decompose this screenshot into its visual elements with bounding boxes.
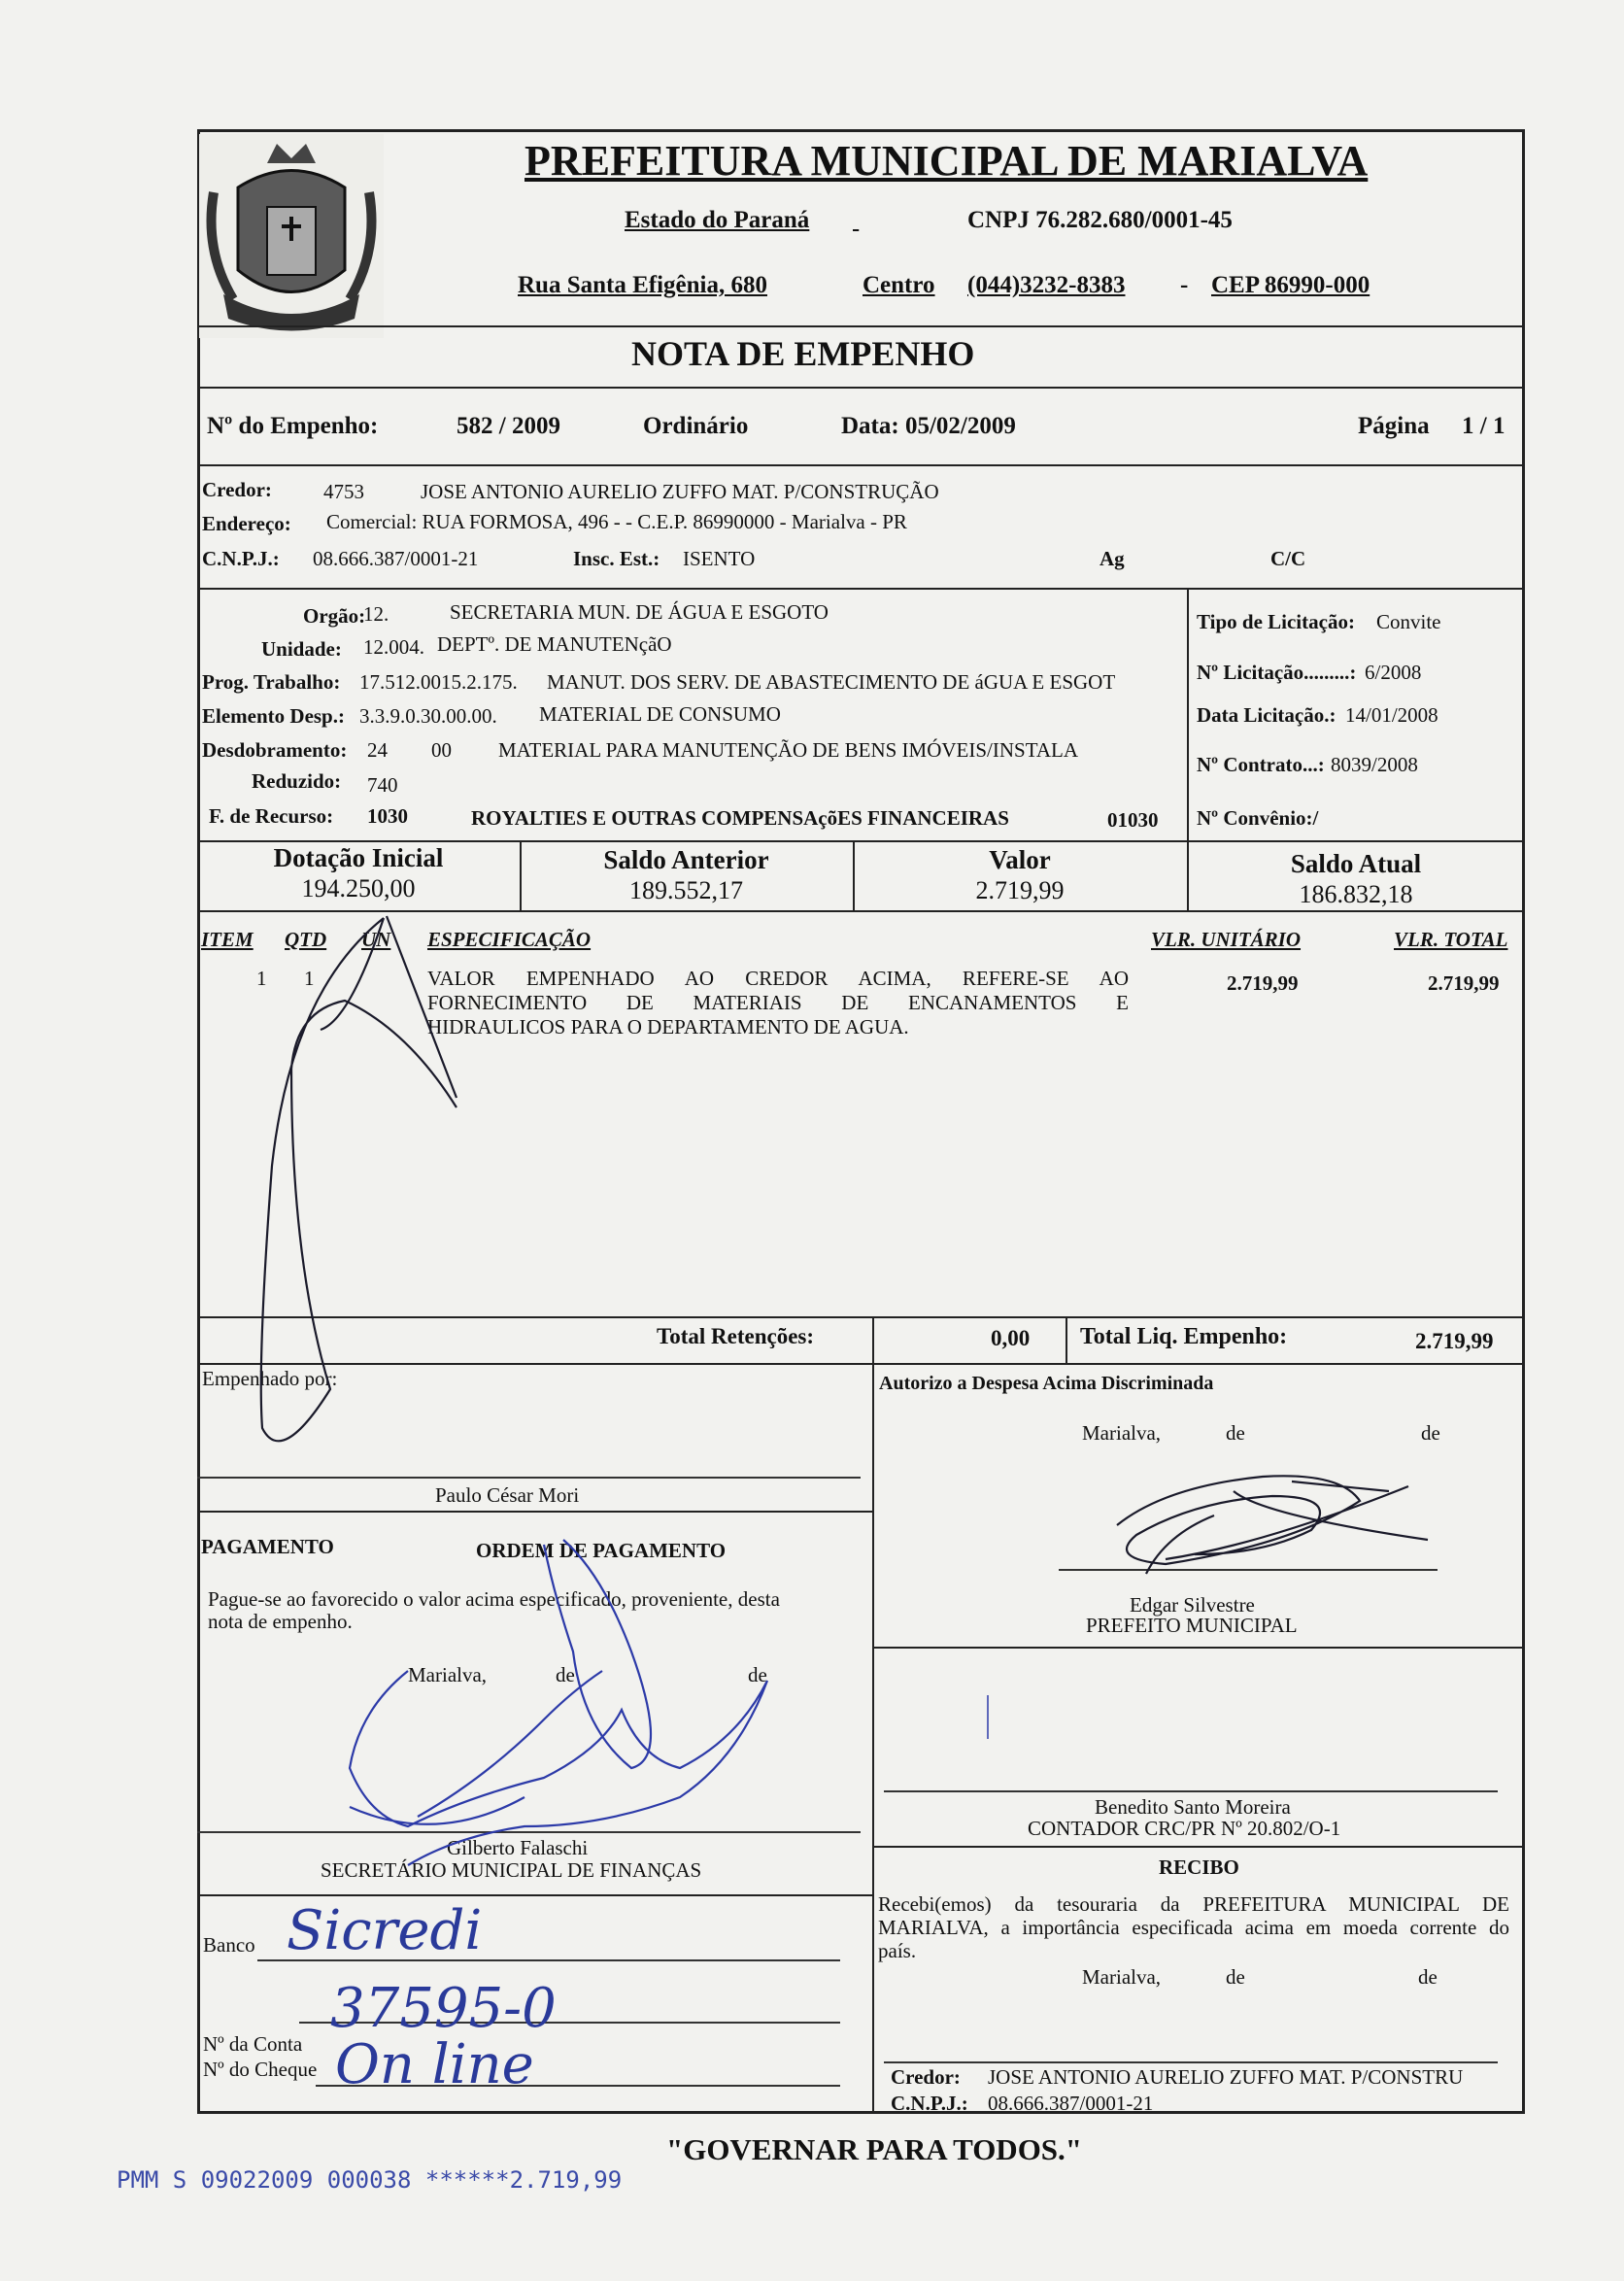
ordem-label: ORDEM DE PAGAMENTO — [476, 1539, 727, 1562]
convenio-label: Nº Convênio:/ — [1197, 806, 1319, 830]
divider — [197, 1363, 1525, 1365]
header-district: Centro — [863, 272, 935, 298]
recibo-text-line: MARIALVA, a importância especificada acima em moeda corrente do — [878, 1916, 1509, 1939]
unidade-name: DEPTº. DE MANUTENçãO — [437, 632, 672, 656]
banco-value: Sicredi — [287, 1899, 483, 1962]
empenho-label: Nº do Empenho: — [207, 413, 379, 439]
address-label: Endereço: — [202, 512, 291, 535]
credor-label: Credor: — [202, 478, 272, 501]
coat-of-arms-icon — [199, 134, 384, 338]
divider — [872, 1363, 874, 2114]
slogan: "GOVERNAR PARA TODOS." — [666, 2132, 1083, 2166]
recibo-de1: de — [1226, 1965, 1245, 1989]
signature-line — [197, 1831, 861, 1833]
retencoes-value: 0,00 — [991, 1326, 1031, 1350]
payment-stamp: PMM S 09022009 000038 ******2.719,99 — [117, 2166, 623, 2194]
desd-code2: 00 — [431, 738, 452, 762]
cc-label: C/C — [1270, 547, 1306, 570]
divider — [197, 1316, 1525, 1318]
pagamento-label: PAGAMENTO — [201, 1535, 334, 1558]
anterior-value: 189.552,17 — [629, 876, 743, 904]
elem-name: MATERIAL DE CONSUMO — [539, 702, 781, 726]
pagamento-text-line: Pague-se ao favorecido o valor acima especificado, proveniente, desta — [208, 1587, 780, 1611]
doc-title: NOTA DE EMPENHO — [631, 334, 975, 373]
elem-label: Elemento Desp.: — [202, 704, 345, 728]
header-address: Rua Santa Efigênia, 680 — [518, 272, 767, 298]
header-cnpj: CNPJ 76.282.680/0001-45 — [967, 207, 1233, 233]
empenho-date: Data: 05/02/2009 — [841, 413, 1016, 439]
divider — [872, 1316, 874, 1363]
divider — [197, 1894, 872, 1896]
divider — [197, 840, 1525, 842]
unidade-label: Unidade: — [261, 637, 342, 661]
contador-role: CONTADOR CRC/PR Nº 20.802/O-1 — [1028, 1817, 1341, 1840]
conta-value: 37595-0 — [330, 1977, 557, 2040]
divider — [872, 1647, 1525, 1649]
col-total: VLR. TOTAL — [1394, 928, 1508, 951]
prefeito-name: Edgar Silvestre — [1130, 1593, 1255, 1617]
cheque-label: Nº do Cheque — [203, 2058, 318, 2081]
elem-code: 3.3.9.0.30.00.00. — [359, 704, 497, 728]
licitacao-num-label: Nº Licitação.........: — [1197, 661, 1357, 684]
desd-code1: 24 — [367, 738, 388, 762]
orgao-code: 12. — [363, 602, 389, 626]
desd-name: MATERIAL PARA MANUTENÇÃO DE BENS IMÓVEIS/INSTALA — [498, 738, 1079, 762]
signature-line — [884, 2061, 1498, 2063]
empenho-type: Ordinário — [643, 413, 749, 439]
divider — [197, 325, 1525, 327]
recurso-name: ROYALTIES E OUTRAS COMPENSAçõES FINANCEIRAS — [471, 806, 1009, 830]
licitacao-tipo: Convite — [1376, 610, 1441, 633]
item-number: 1 — [256, 967, 267, 990]
empenhado-label: Empenhado por: — [202, 1367, 338, 1390]
prog-name: MANUT. DOS SERV. DE ABASTECIMENTO DE áGUA E ESGOT — [547, 670, 1116, 694]
col-item: ITEM — [201, 928, 254, 951]
col-unit: VLR. UNITÁRIO — [1151, 928, 1302, 951]
contrato-label: Nº Contrato...: — [1197, 753, 1325, 776]
licitacao-tipo-label: Tipo de Licitação: — [1197, 610, 1355, 633]
credor-address: Comercial: RUA FORMOSA, 496 - - C.E.P. 86990000 - Marialva - PR — [326, 510, 907, 533]
autorizo-city: Marialva, — [1082, 1421, 1162, 1445]
recurso-code: 1030 — [367, 804, 408, 828]
recibo-title: RECIBO — [1159, 1855, 1239, 1879]
divider — [1187, 588, 1189, 840]
insc-label: Insc. Est.: — [573, 547, 660, 570]
prog-label: Prog. Trabalho: — [202, 670, 341, 694]
pagamento-de1: de — [556, 1663, 575, 1686]
divider — [197, 910, 1525, 912]
desd-label: Desdobramento: — [202, 738, 348, 762]
page-number: 1 / 1 — [1462, 413, 1506, 439]
recibo-text-line: Recebi(emos) da tesouraria da PREFEITURA MUNICIPAL DE — [878, 1892, 1509, 1916]
liquido-label: Total Liq. Empenho: — [1080, 1324, 1288, 1349]
item-spec-line: FORNECIMENTO DE MATERIAIS DE ENCANAMENTOS E — [427, 991, 1129, 1014]
pagamento-de2: de — [748, 1663, 767, 1686]
credor-insc: ISENTO — [683, 547, 756, 570]
divider — [197, 387, 1525, 389]
licitacao-data-label: Data Licitação.: — [1197, 703, 1336, 727]
autorizo-label: Autorizo a Despesa Acima Discriminada — [879, 1373, 1214, 1394]
header-phone: (044)3232-8383 — [967, 272, 1126, 298]
cnpj-label: C.N.P.J.: — [202, 547, 280, 570]
item-spec-line: VALOR EMPENHADO AO CREDOR ACIMA, REFERE-SE AO — [427, 967, 1129, 990]
pagamento-text-line: nota de empenho. — [208, 1610, 353, 1633]
reduzido-code: 740 — [367, 773, 398, 797]
credor-cnpj: 08.666.387/0001-21 — [313, 547, 479, 570]
licitacao-data: 14/01/2008 — [1345, 703, 1438, 727]
valor-label: Valor — [989, 845, 1051, 874]
valor-value: 2.719,99 — [975, 876, 1065, 904]
empenhado-name: Paulo César Mori — [435, 1483, 580, 1507]
contador-name: Benedito Santo Moreira — [1095, 1795, 1291, 1819]
item-spec-line: HIDRAULICOS PARA O DEPARTAMENTO DE AGUA. — [427, 1015, 909, 1038]
orgao-label: Orgão: — [303, 604, 366, 628]
ag-label: Ag — [1100, 547, 1125, 570]
secretario-name: Gilberto Falaschi — [447, 1836, 589, 1859]
header-state: Estado do Paraná — [625, 207, 810, 233]
reduzido-label: Reduzido: — [252, 769, 342, 793]
conta-label: Nº da Conta — [203, 2032, 303, 2056]
recurso-label: F. de Recurso: — [209, 804, 334, 828]
atual-value: 186.832,18 — [1299, 880, 1413, 908]
divider — [872, 1846, 1525, 1848]
recibo-city: Marialva, — [1082, 1965, 1162, 1989]
recibo-credor-label: Credor: — [891, 2065, 961, 2089]
orgao-name: SECRETARIA MUN. DE ÁGUA E ESGOTO — [450, 600, 829, 624]
prog-code: 17.512.0015.2.175. — [359, 670, 518, 694]
contrato: 8039/2008 — [1331, 753, 1418, 776]
prefeito-role: PREFEITO MUNICIPAL — [1086, 1614, 1298, 1637]
credor-name: JOSE ANTONIO AURELIO ZUFFO MAT. P/CONSTRUÇÃO — [421, 480, 939, 503]
recibo-de2: de — [1418, 1965, 1438, 1989]
divider — [197, 464, 1525, 466]
autorizo-de2: de — [1421, 1421, 1440, 1445]
recibo-text-line: país. — [878, 1939, 917, 1962]
divider — [197, 1511, 872, 1513]
signature-line — [197, 1477, 861, 1479]
item-total-value: 2.719,99 — [1428, 971, 1500, 995]
anterior-label: Saldo Anterior — [603, 845, 769, 874]
recurso-code2: 01030 — [1107, 808, 1159, 832]
header-cep: CEP 86990-000 — [1211, 272, 1370, 298]
header-title: PREFEITURA MUNICIPAL DE MARIALVA — [524, 137, 1369, 185]
credor-code: 4753 — [323, 480, 364, 503]
dotacao-label: Dotação Inicial — [273, 843, 444, 872]
col-spec: ESPECIFICAÇÃO — [427, 928, 592, 951]
unidade-code: 12.004. — [363, 635, 424, 659]
liquido-value: 2.719,99 — [1415, 1329, 1494, 1353]
divider — [197, 588, 1525, 590]
item-qtd: 1 — [304, 967, 315, 990]
atual-label: Saldo Atual — [1290, 849, 1422, 878]
divider — [1066, 1316, 1067, 1363]
item-unit-value: 2.719,99 — [1227, 971, 1299, 995]
licitacao-num: 6/2008 — [1365, 661, 1422, 684]
empenho-number: 582 / 2009 — [457, 413, 560, 439]
retencoes-label: Total Retenções: — [657, 1324, 815, 1348]
signature-line — [1059, 1569, 1438, 1571]
pagamento-city: Marialva, — [408, 1663, 488, 1686]
recibo-cnpj-label: C.N.P.J.: — [891, 2092, 968, 2115]
signature-line — [884, 1790, 1498, 1792]
recibo-credor: JOSE ANTONIO AURELIO ZUFFO MAT. P/CONSTRU — [988, 2065, 1464, 2089]
dotacao-value: 194.250,00 — [301, 874, 416, 902]
header-sep: - — [1180, 272, 1189, 298]
recibo-cnpj: 08.666.387/0001-21 — [988, 2092, 1154, 2115]
col-un: UN — [361, 928, 391, 951]
cheque-value: On line — [335, 2033, 534, 2096]
col-qtd: QTD — [285, 928, 327, 951]
secretario-role: SECRETÁRIO MUNICIPAL DE FINANÇAS — [321, 1858, 702, 1882]
banco-label: Banco — [203, 1933, 255, 1957]
autorizo-de1: de — [1226, 1421, 1245, 1445]
page-label: Página — [1358, 413, 1430, 439]
